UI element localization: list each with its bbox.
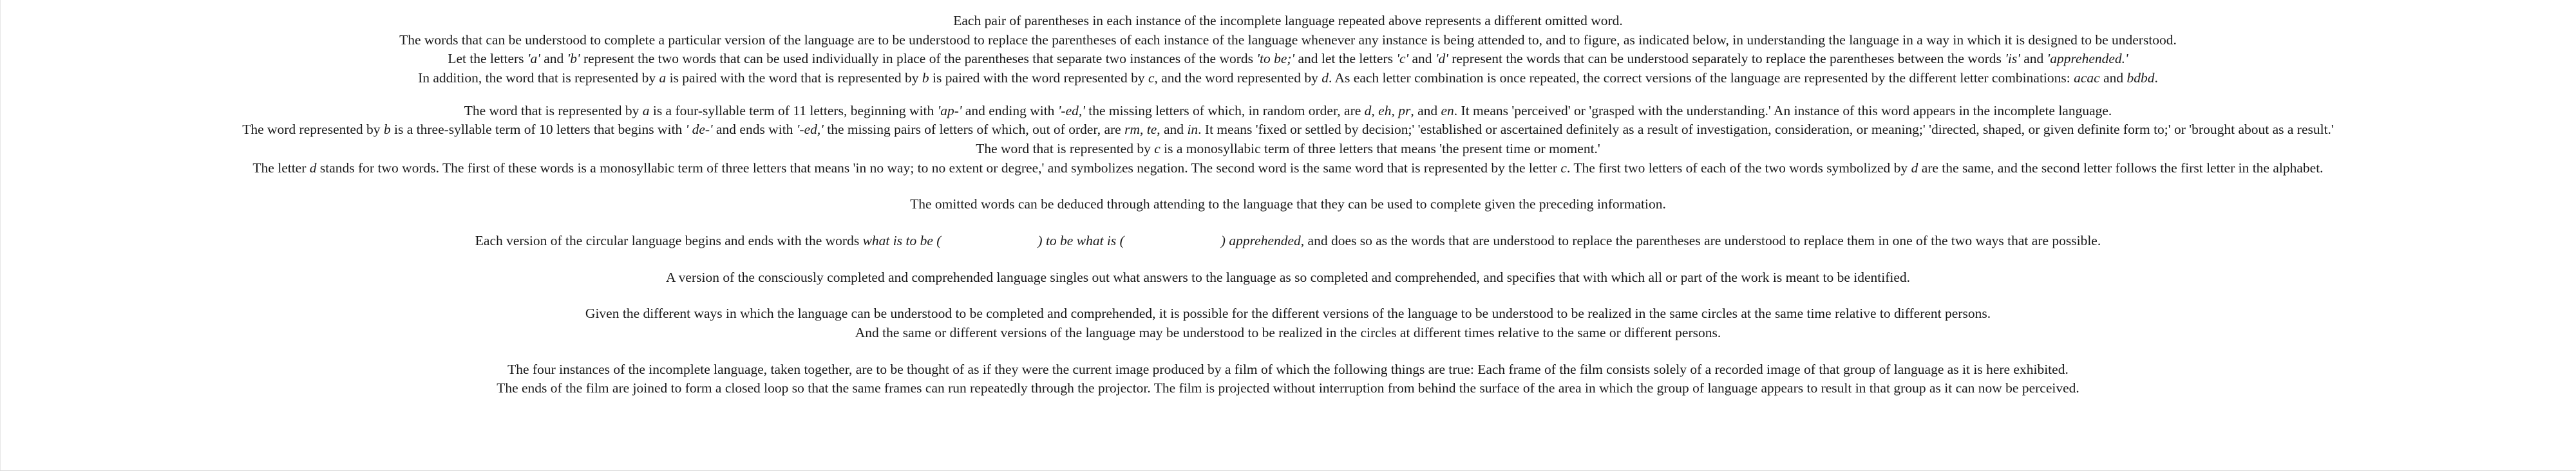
letter-c: c bbox=[1148, 69, 1155, 86]
t: represent the two words that can be used individually in place of the parentheses that separate two instances of the words bbox=[580, 51, 1257, 67]
p6-line-1: Given the different ways in which the language can be understood to be completed and comprehended, it is possible for the different versions of the language to be understood to be realized in the same circles at the same time relative to different persons. bbox=[585, 306, 1991, 322]
p2-line-3 bbox=[26, 140, 2550, 159]
p3-line-1: The omitted words can be deduced through attending to the language that they can be used to complete given the preceding information. bbox=[910, 196, 1666, 212]
phrase-apprehended: ) apprehended bbox=[1220, 232, 1301, 248]
t: . It means 'fixed or settled by decision;' 'established or ascertained definitely as a result of investigation, consideration, or meaning;' 'directed, shaped, or given definite form to;' or 'brought about as a result.' bbox=[1198, 122, 2334, 138]
paragraph-5 bbox=[26, 268, 2550, 288]
t: . As each letter combination is once repeated, the correct versions of the language are represented by the different letter combinations: bbox=[1328, 69, 2074, 86]
p5-line-1: A version of the consciously completed and comprehended language singles out what answers to the language as so completed and comprehended, and specifies that with which all or part of the work is meant to be identified. bbox=[665, 269, 1911, 285]
phrase-to-be-what-is-open: ) to be what is ( bbox=[1037, 232, 1124, 248]
letter-d: d bbox=[1321, 69, 1329, 86]
spacer bbox=[26, 88, 2550, 102]
paragraph-3 bbox=[26, 195, 2550, 214]
t: and let the letters bbox=[1294, 51, 1397, 67]
t: , and bbox=[1410, 102, 1441, 118]
t: is paired with the word represented by bbox=[929, 69, 1148, 86]
paragraph-6 bbox=[26, 304, 2550, 342]
letter-a: a bbox=[659, 69, 667, 86]
t: . The first two letters of each of the two words symbolized by bbox=[1566, 160, 1911, 176]
t: , and does so as the words that are understood to replace the parentheses are understood to replace them in one of the two ways that are possible. bbox=[1300, 232, 2101, 248]
spacer bbox=[26, 214, 2550, 232]
letter-a: 'a' bbox=[527, 51, 540, 67]
t: is a three-syllable term of 10 letters that begins with bbox=[390, 122, 686, 138]
p4-line-1 bbox=[26, 232, 2550, 251]
p1-line-4 bbox=[26, 69, 2550, 88]
letter-a: a bbox=[642, 102, 650, 118]
p6-line-2: And the same or different versions of the language may be understood to be realized in the circles at different times relative to the same or different persons. bbox=[855, 324, 1721, 340]
t: and ending with bbox=[961, 102, 1058, 118]
combo-bdbd: bdbd bbox=[2126, 69, 2155, 86]
letters-in: in bbox=[1187, 122, 1198, 138]
word-is: 'is' bbox=[2005, 51, 2020, 67]
t: and bbox=[1408, 51, 1435, 67]
t: represent the words that can be understood separately to replace the parentheses between the words bbox=[1448, 51, 2005, 67]
paragraph-4 bbox=[26, 232, 2550, 251]
combo-acac: acac bbox=[2074, 69, 2100, 86]
p1-line-3 bbox=[26, 50, 2550, 69]
p7-line-1: The four instances of the incomplete language, taken together, are to be thought of as if they were the current image produced by a film of which the following things are true: Each frame of the film consists solely of a recorded image of that group of language as it is here exhibited. bbox=[507, 361, 2069, 377]
t: is a monosyllabic term of three letters that means 'the present time or moment.' bbox=[1160, 140, 1600, 156]
phrase-what-is-to-be-open: what is to be ( bbox=[862, 232, 942, 248]
p2-line-2 bbox=[26, 120, 2550, 140]
prefix-ap: 'ap-' bbox=[937, 102, 962, 118]
t: the missing letters of which, in random order, are bbox=[1084, 102, 1365, 118]
letter-d: d bbox=[1911, 160, 1918, 176]
word-apprehended: 'apprehended.' bbox=[2047, 51, 2128, 67]
letter-c: c bbox=[1154, 140, 1160, 156]
t: and bbox=[2020, 51, 2047, 67]
spacer bbox=[26, 287, 2550, 304]
paragraph-2 bbox=[26, 102, 2550, 178]
t: The letter bbox=[252, 160, 310, 176]
t: , and bbox=[1157, 122, 1188, 138]
prefix-de: ' de-' bbox=[685, 122, 713, 138]
letter-b: b bbox=[922, 69, 929, 86]
letter-d: 'd' bbox=[1435, 51, 1448, 67]
t: the missing pairs of letters of which, out of order, are bbox=[823, 122, 1125, 138]
letter-b: 'b' bbox=[567, 51, 580, 67]
paragraph-7 bbox=[26, 360, 2550, 398]
t: is a four-syllable term of 11 letters, beginning with bbox=[649, 102, 938, 118]
letters-list: d, eh, pr bbox=[1364, 102, 1411, 118]
t: . It means 'perceived' or 'grasped with the understanding.' An instance of this word appears in the incomplete language. bbox=[1454, 102, 2112, 118]
t: The word that is represented by bbox=[976, 140, 1155, 156]
t: are the same, and the second letter follows the first letter in the alphabet. bbox=[1918, 160, 2324, 176]
p7-line-2: The ends of the film are joined to form a closed loop so that the same frames can run repeatedly through the projector. The film is projected without interruption from behind the surface of the area in which the group of language appears to result in that group as it can now be perceived. bbox=[497, 380, 2079, 396]
phrase-to-be: 'to be;' bbox=[1256, 51, 1295, 67]
letters-en: en bbox=[1441, 102, 1454, 118]
t: The word that is represented by bbox=[464, 102, 643, 118]
t: and ends with bbox=[712, 122, 797, 138]
letter-c: 'c' bbox=[1396, 51, 1409, 67]
suffix-ed: '-ed,' bbox=[796, 122, 824, 138]
suffix-ed: '-ed,' bbox=[1057, 102, 1085, 118]
letter-d: d bbox=[309, 160, 317, 176]
t: The word represented by bbox=[242, 122, 384, 138]
p1-line-2: The words that can be understood to complete a particular version of the language are to be understood to replace the parentheses of each instance of the language whenever any instance is being attended to, and to figure, as indicated below, in understanding the language in a way in which it is designed to be understood. bbox=[399, 32, 2177, 48]
t: In addition, the word that is represented by bbox=[418, 69, 659, 86]
left-edge-rule bbox=[0, 0, 1, 471]
letter-b: b bbox=[383, 122, 391, 138]
t: . bbox=[2154, 69, 2158, 86]
t: is paired with the word that is represented by bbox=[666, 69, 922, 86]
letter-c: c bbox=[1560, 160, 1567, 176]
t: Let the letters bbox=[448, 51, 527, 67]
p2-line-1 bbox=[26, 102, 2550, 121]
spacer bbox=[26, 178, 2550, 195]
letters-list: rm, te bbox=[1124, 122, 1157, 138]
t: Each version of the circular language begins and ends with the words bbox=[475, 232, 863, 248]
spacer bbox=[26, 251, 2550, 268]
spacer bbox=[26, 343, 2550, 360]
t: stands for two words. The first of these words is a monosyllabic term of three letters that means 'in no way; to no extent or degree,' and symbolizes negation. The second word is the same word that is represented by the letter bbox=[316, 160, 1561, 176]
paragraph-1 bbox=[26, 12, 2550, 88]
p2-line-4 bbox=[26, 159, 2550, 178]
t: and bbox=[2099, 69, 2127, 86]
t: and bbox=[540, 51, 567, 67]
p1-line-1: Each pair of parentheses in each instance of the incomplete language repeated above represents a different omitted word. bbox=[953, 13, 1623, 28]
t: , and the word represented by bbox=[1154, 69, 1322, 86]
